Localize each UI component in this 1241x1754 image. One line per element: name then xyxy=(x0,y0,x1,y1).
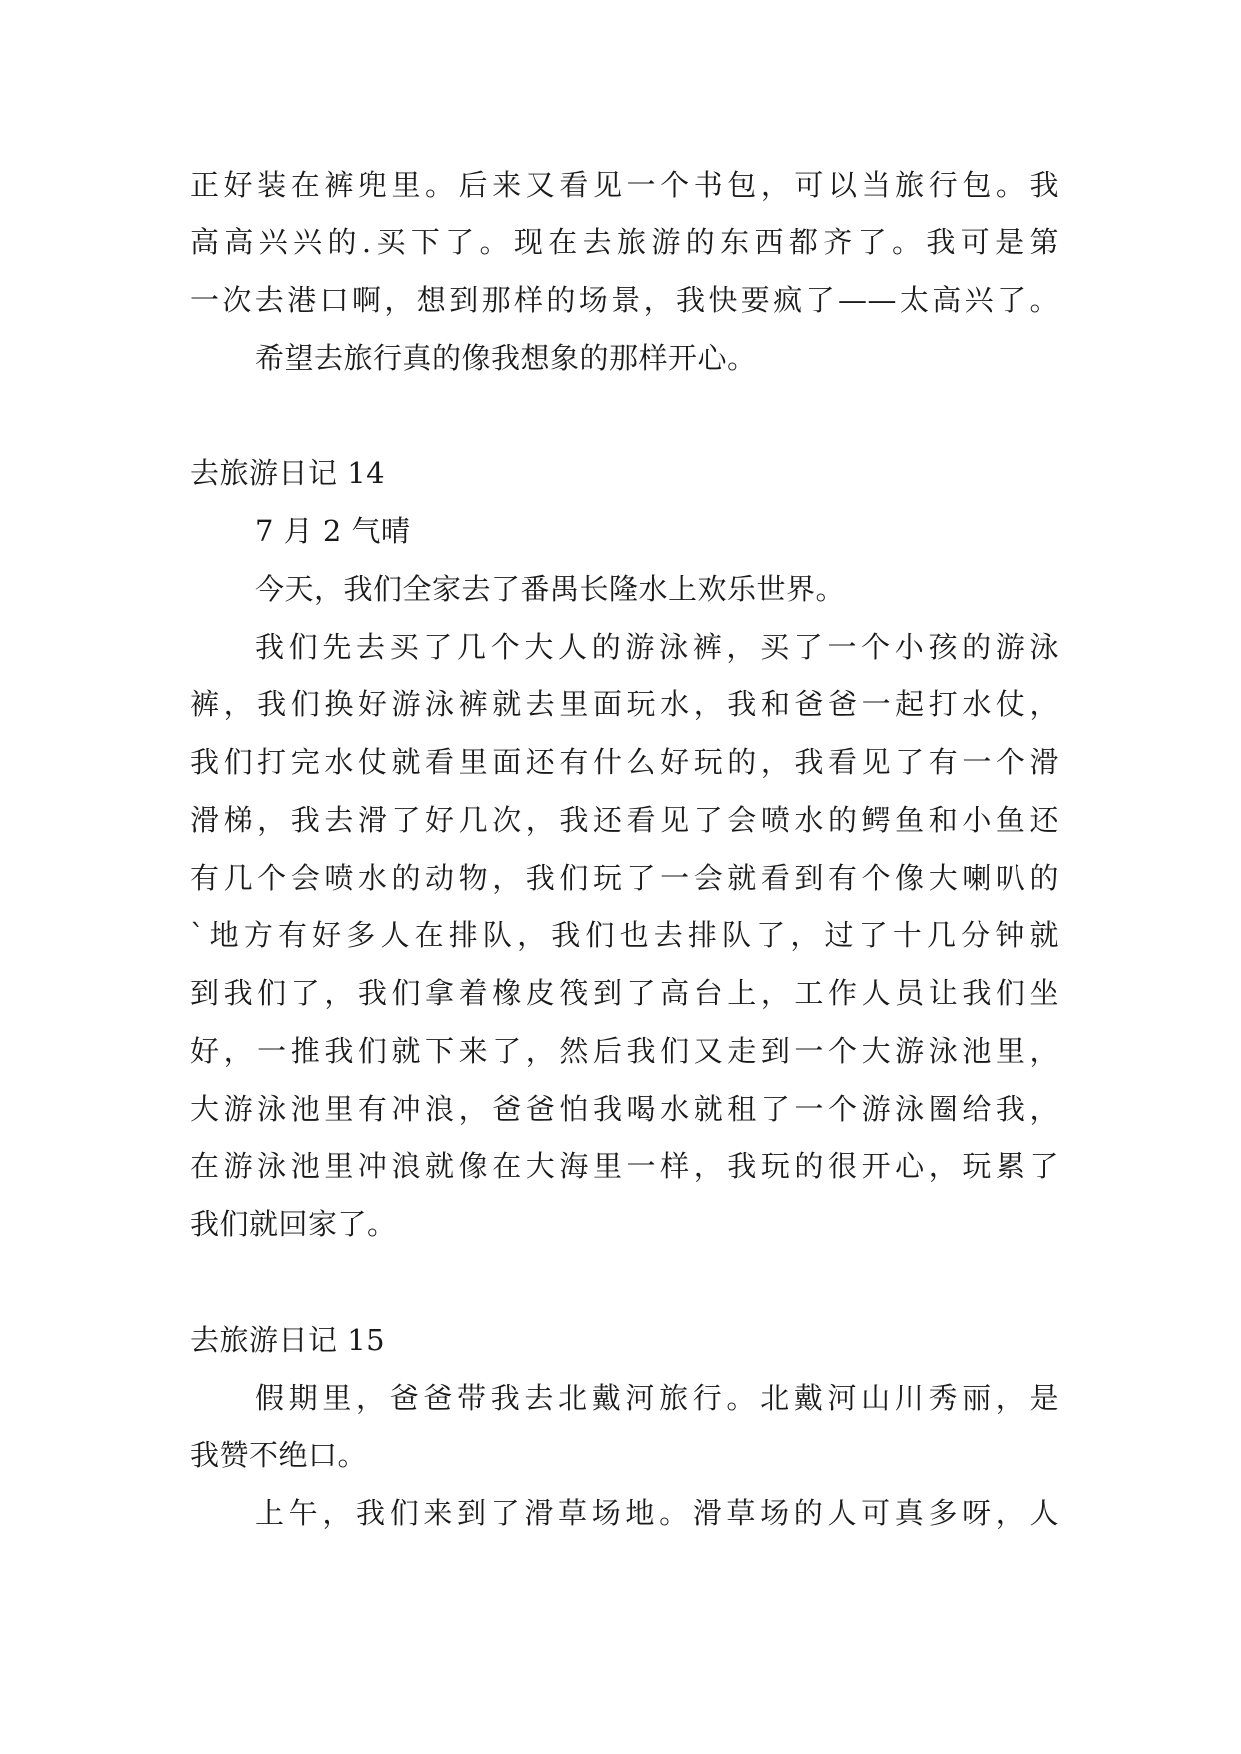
paragraph-line: 我们先去买了几个大人的游泳裤，买了一个小孩的游泳 xyxy=(255,630,1059,664)
paragraph-line: 到我们了，我们拿着橡皮筏到了高台上，工作人员让我们坐 xyxy=(190,976,1059,1010)
date-weather-line: 7 月 2 气晴 xyxy=(255,514,411,548)
paragraph-line: 上午，我们来到了滑草场地。滑草场的人可真多呀，人 xyxy=(255,1496,1059,1530)
paragraph-line: 我赞不绝口。 xyxy=(190,1438,368,1472)
paragraph-line: 有几个会喷水的动物，我们玩了一会就看到有个像大喇叭的 xyxy=(190,861,1059,895)
paragraph-line: 高高兴兴的.买下了。现在去旅游的东西都齐了。我可是第 xyxy=(190,225,1059,259)
paragraph-line: 裤，我们换好游泳裤就去里面玩水，我和爸爸一起打水仗， xyxy=(190,687,1059,721)
paragraph-line: 一次去港口啊，想到那样的场景，我快要疯了——太高兴了。 xyxy=(190,283,1059,317)
section-heading: 去旅游日记 14 xyxy=(190,456,386,490)
paragraph-line: 我们就回家了。 xyxy=(190,1207,397,1241)
paragraph-line: 假期里，爸爸带我去北戴河旅行。北戴河山川秀丽，是 xyxy=(255,1381,1059,1415)
paragraph-line: `地方有好多人在排队，我们也去排队了，过了十几分钟就 xyxy=(190,918,1059,952)
paragraph-line: 好，一推我们就下来了，然后我们又走到一个大游泳池里， xyxy=(190,1034,1059,1068)
paragraph-line: 正好装在裤兜里。后来又看见一个书包，可以当旅行包。我 xyxy=(190,168,1059,202)
paragraph-line: 在游泳池里冲浪就像在大海里一样，我玩的很开心，玩累了 xyxy=(190,1149,1059,1183)
paragraph-line: 滑梯，我去滑了好几次，我还看见了会喷水的鳄鱼和小鱼还 xyxy=(190,803,1059,837)
section-heading: 去旅游日记 15 xyxy=(190,1323,386,1357)
paragraph-line: 今天，我们全家去了番禺长隆水上欢乐世界。 xyxy=(255,572,846,606)
paragraph-line: 大游泳池里有冲浪，爸爸怕我喝水就租了一个游泳圈给我， xyxy=(190,1092,1059,1126)
paragraph-line: 希望去旅行真的像我想象的那样开心。 xyxy=(255,341,757,375)
paragraph-line: 我们打完水仗就看里面还有什么好玩的，我看见了有一个滑 xyxy=(190,745,1059,779)
